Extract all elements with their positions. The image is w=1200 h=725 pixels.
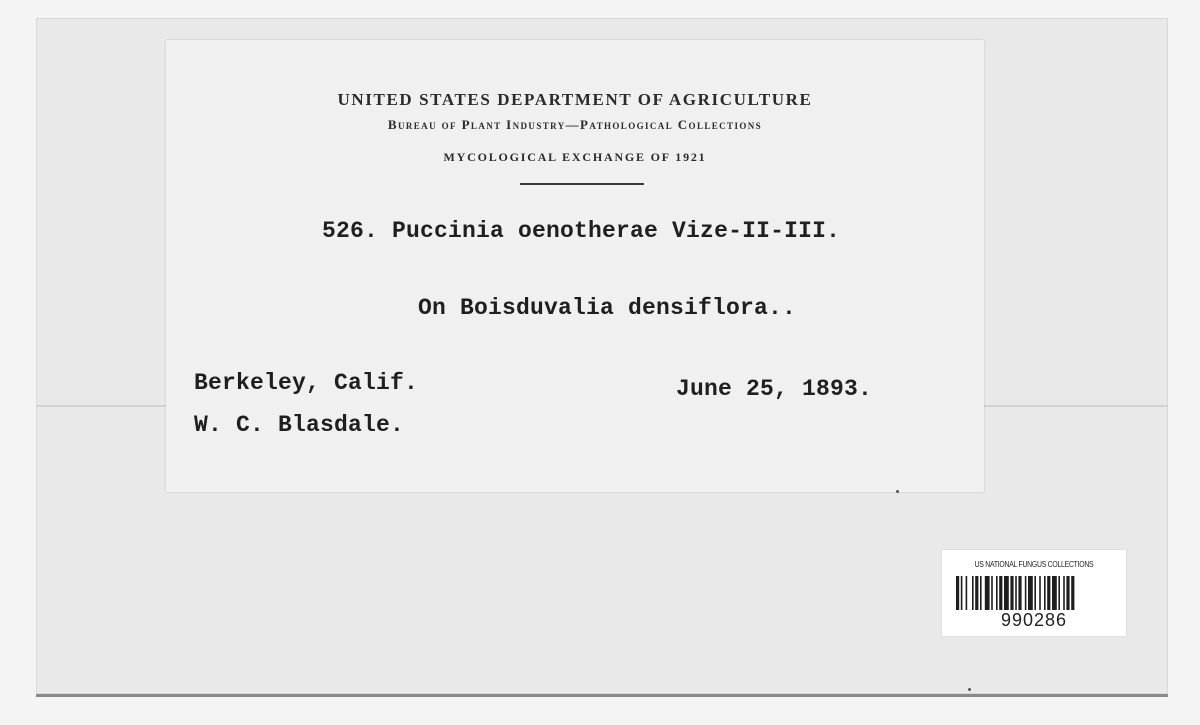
barcode-bar xyxy=(1052,576,1057,610)
barcode-icon xyxy=(956,576,1112,610)
barcode-bar xyxy=(966,576,968,610)
header-rule xyxy=(520,183,644,185)
barcode-bar xyxy=(1066,576,1069,610)
barcode-collection-title: US NATIONAL FUNGUS COLLECTIONS xyxy=(974,560,1094,569)
barcode-bar xyxy=(1004,576,1009,610)
barcode-bar xyxy=(975,576,978,610)
barcode-bar xyxy=(1015,576,1017,610)
barcode-bar xyxy=(999,576,1002,610)
barcode-bar xyxy=(1039,576,1041,610)
barcode-bar xyxy=(1058,576,1060,610)
barcode-bar xyxy=(1071,576,1074,610)
barcode-bar xyxy=(991,576,993,610)
barcode-bar xyxy=(1044,576,1046,610)
barcode-bar xyxy=(1025,576,1027,610)
barcode-bar xyxy=(1018,576,1021,610)
barcode-label xyxy=(942,550,1126,636)
barcode-bar xyxy=(980,576,982,610)
barcode-bar xyxy=(1063,576,1065,610)
barcode-bar xyxy=(1010,576,1013,610)
header-bureau: Bureau of Plant Industry—Pathological Collections xyxy=(387,117,763,132)
collection-date: June 25, 1893. xyxy=(676,376,873,402)
barcode-bar xyxy=(972,576,974,610)
host-line: On Boisduvalia densiflora.. xyxy=(418,295,797,321)
header-exchange: MYCOLOGICAL EXCHANGE OF 1921 xyxy=(443,150,707,164)
barcode-number: 990286 xyxy=(1000,610,1068,630)
barcode-bar xyxy=(961,576,963,610)
barcode-bar xyxy=(1034,576,1036,610)
paper-speck xyxy=(968,688,971,691)
barcode-bar xyxy=(996,576,998,610)
barcode-bar xyxy=(956,576,959,610)
barcode-bar xyxy=(985,576,990,610)
specimen-label xyxy=(166,40,984,492)
paper-speck xyxy=(896,490,899,493)
locality: Berkeley, Calif. xyxy=(194,370,419,396)
species-line: 526. Puccinia oenotherae Vize-II-III. xyxy=(322,218,841,244)
barcode-bar xyxy=(1047,576,1050,610)
collector: W. C. Blasdale. xyxy=(194,412,405,438)
header-department: UNITED STATES DEPARTMENT OF AGRICULTURE xyxy=(337,90,813,109)
barcode-bar xyxy=(1028,576,1033,610)
